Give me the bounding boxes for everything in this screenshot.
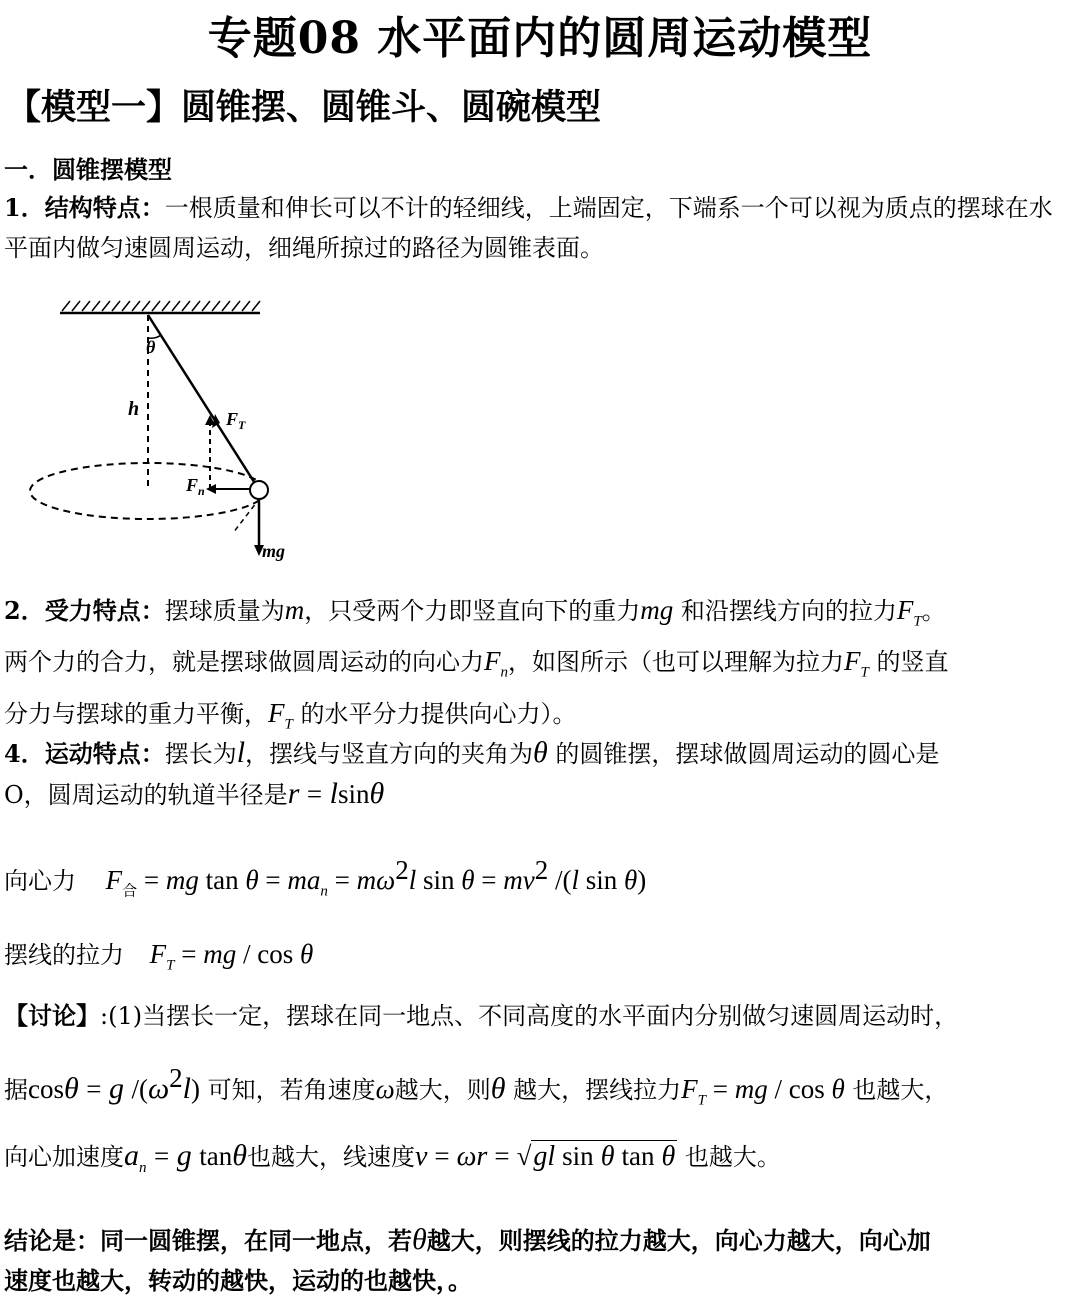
- math-tension-inline: $F_T$ = mg / cos θ: [681, 1074, 845, 1109]
- section-heading: 一．圆锥摆模型: [4, 155, 172, 184]
- paragraph-conclusion: 结论是：同一圆锥摆，在同一地点，若θ越大，则摆线的拉力越大，向心力越大，向心加 速度也越大，转动的越快，运动的也越快，。: [4, 1223, 931, 1295]
- math-acceleration: $a_n = g$ tanθ: [124, 1139, 247, 1176]
- math-velocity: v = ωr = √gl sin θ tan θ: [414, 1141, 676, 1172]
- math-fn: $F_n$: [484, 646, 508, 681]
- h-label: h: [128, 398, 140, 420]
- formula-tension: 摆线的拉力 $F_T$ = mg / cos θ: [4, 939, 314, 974]
- math-ft: $F_T$: [896, 595, 922, 630]
- paragraph-text: 一根质量和伸长可以不计的轻细线，上端固定，下端系一个可以视为质点的摆球在水平面内做匀速圆周运动，细绳所掠过的路径为圆锥表面。: [4, 194, 1053, 262]
- theta-label: θ: [146, 337, 156, 357]
- math-radius: r = lsinθ: [287, 777, 385, 810]
- paragraph-discussion-2: 据cosθ = g $/(\omega^2l)$ 可知，若角速度ω越大，则θ 越大，摆线拉力$F_T$ = mg / cos θ 也越大，: [4, 1063, 949, 1109]
- pendulum-ball: [250, 481, 268, 499]
- math-l: l: [236, 736, 246, 769]
- discussion-label: 【讨论】: [4, 1001, 100, 1030]
- page-title: 专题08 水平面内的圆周运动模型: [207, 13, 873, 64]
- paragraph-structure: [4, 188, 1074, 268]
- math-centripetal: $F_合$ = mg $\tan \theta = ma_n = m\omega^2l$ $\sin \theta = mv^2$ /(l sin θ): [105, 855, 647, 900]
- pendulum-string: [148, 315, 256, 485]
- formula-centripetal: 向心力 $F_合$ = mg $\tan \theta = ma_n = m\omega^2l$ $\sin \theta = mv^2$ /(l sin θ): [4, 855, 647, 900]
- math-tension: $F_T$ = mg / cos θ: [149, 939, 314, 974]
- paragraph-motion: 4．运动特点：摆长为l，摆线与竖直方向的夹角为θ 的圆锥摆，摆球做圆周运动的圆心是 O，圆周运动的轨道半径是r = lsinθ: [4, 736, 940, 810]
- fn-label: $F_n$: [186, 475, 205, 498]
- paragraph-force: 2．受力特点：摆球质量为m，只受两个力即竖直向下的重力mg 和沿摆线方向的拉力$F_T$。 两个力的合力，就是摆球做圆周运动的向心力$F_n$，如图所示（也可以理解为拉力$F_T$ 的竖直 分力与摆球的重力平衡，$F_T$ 的水平分力提供向心力）。: [4, 595, 949, 733]
- math-ft: $F_T$: [844, 646, 869, 681]
- math-m: m: [284, 595, 305, 625]
- math-mg: mg: [640, 595, 674, 625]
- math-omega: ω: [375, 1074, 395, 1104]
- math-theta: θ: [412, 1223, 427, 1256]
- ceiling-hatch: [62, 301, 260, 311]
- paragraph-label: 4．运动特点：: [4, 739, 165, 768]
- paragraph-discussion-3: 向心加速度$a_n = g$ tanθ也越大，线速度v = ωr = √gl sin θ tan θ 也越大。: [4, 1139, 781, 1176]
- mg-label: mg: [262, 541, 286, 561]
- paragraph-discussion: 【讨论】:(1)当摆长一定，摆球在同一地点、不同高度的水平面内分别做匀速圆周运动时，: [4, 1001, 959, 1030]
- math-theta: θ: [490, 1072, 506, 1105]
- paragraph-label: 2．受力特点：: [4, 596, 165, 625]
- paragraph-label: 1．结构特点：: [4, 193, 165, 222]
- ft-label: $F_T$: [226, 409, 246, 432]
- math-theta: θ: [533, 736, 548, 769]
- math-ft: $F_T$: [268, 697, 293, 733]
- math-cos-theta: cosθ = g $/(\omega^2l)$: [28, 1063, 201, 1105]
- model-heading: 【模型一】圆锥摆、圆锥斗、圆碗模型: [6, 87, 602, 128]
- conical-pendulum-figure: [28, 293, 308, 573]
